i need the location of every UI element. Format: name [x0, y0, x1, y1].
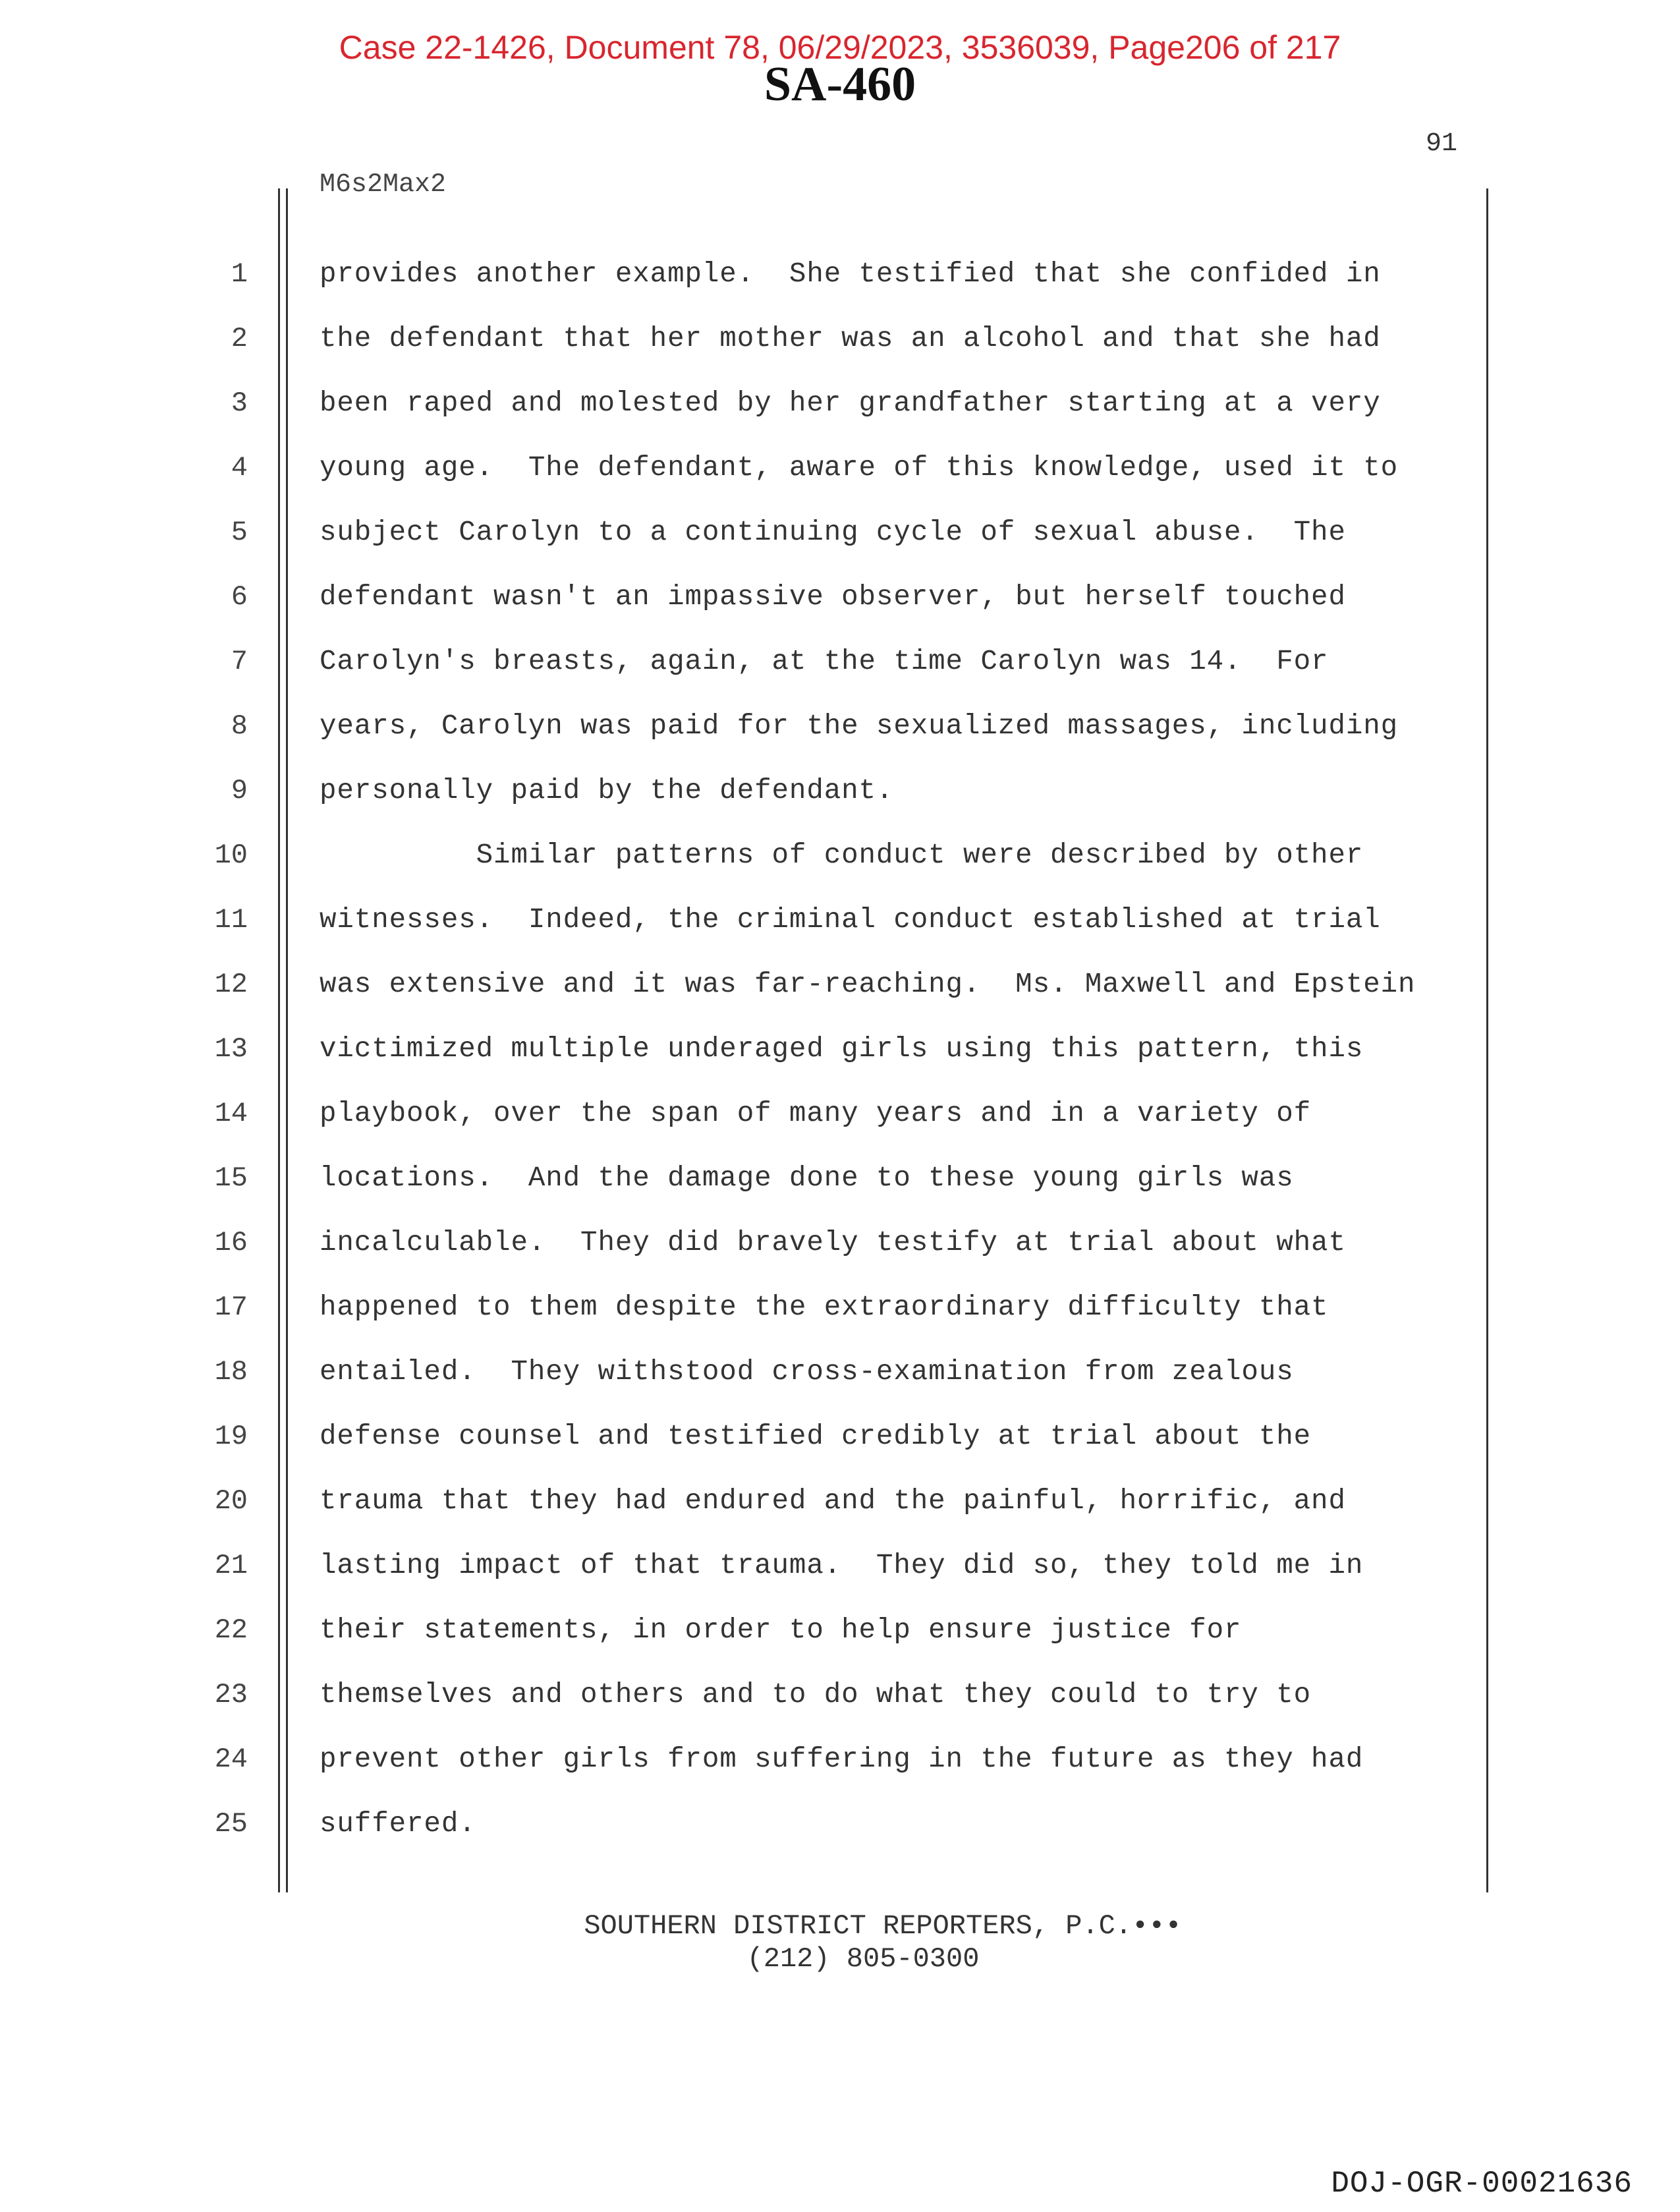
- transcript-page-number: 91: [1425, 129, 1457, 159]
- transcript-line: [0, 1223, 1680, 1288]
- line-number: 12: [214, 969, 248, 1000]
- line-text: prevent other girls from suffering in the future as they had: [320, 1744, 1364, 1775]
- case-header: Case 22-1426, Document 78, 06/29/2023, 3536039, Page206 of 217: [339, 29, 1341, 66]
- sa-page-number: SA-460: [764, 57, 916, 111]
- line-text: lasting impact of that trauma. They did so, they told me in: [320, 1550, 1364, 1581]
- transcript-line: [0, 1610, 1680, 1675]
- line-text: defense counsel and testified credibly at trial about the: [320, 1421, 1312, 1452]
- transcript-line: [0, 900, 1680, 965]
- line-text: Similar patterns of conduct were described by other: [320, 839, 1364, 871]
- line-text: entailed. They withstood cross-examination from zealous: [320, 1356, 1294, 1388]
- transcript-line: [0, 319, 1680, 383]
- reporter-phone: (212) 805-0300: [746, 1943, 980, 1975]
- line-number: 16: [214, 1227, 248, 1259]
- line-number: 14: [214, 1098, 248, 1129]
- transcript-line: [0, 1804, 1680, 1869]
- transcript-line: [0, 1029, 1680, 1094]
- transcript-line: [0, 577, 1680, 642]
- transcript-line: [0, 706, 1680, 771]
- transcript-line: [0, 1094, 1680, 1158]
- line-number: 13: [214, 1033, 248, 1065]
- transcript-id: M6s2Max2: [320, 170, 447, 200]
- transcript-line: [0, 1675, 1680, 1740]
- line-text: subject Carolyn to a continuing cycle of sexual abuse. The: [320, 517, 1346, 548]
- line-number: 15: [214, 1162, 248, 1194]
- reporter-footer: [0, 1910, 1680, 1975]
- line-number: 2: [231, 323, 248, 354]
- line-text: been raped and molested by her grandfather starting at a very: [320, 387, 1381, 419]
- line-text: years, Carolyn was paid for the sexualized massages, including: [320, 710, 1399, 742]
- line-number: 4: [231, 452, 248, 484]
- transcript-line: [0, 448, 1680, 513]
- line-text: personally paid by the defendant.: [320, 775, 894, 807]
- line-text: trauma that they had endured and the painful, horrific, and: [320, 1485, 1346, 1517]
- line-number: 23: [214, 1679, 248, 1711]
- transcript-line: [0, 771, 1680, 836]
- line-text: playbook, over the span of many years and in a variety of: [320, 1098, 1312, 1129]
- line-number: 20: [214, 1485, 248, 1517]
- transcript-line: [0, 1158, 1680, 1223]
- line-text: the defendant that her mother was an alcohol and that she had: [320, 323, 1381, 354]
- line-number: 3: [231, 387, 248, 419]
- line-number: 8: [231, 710, 248, 742]
- line-number: 9: [231, 775, 248, 807]
- transcript-line: [0, 513, 1680, 577]
- line-number: 6: [231, 581, 248, 613]
- line-text: locations. And the damage done to these young girls was: [320, 1162, 1294, 1194]
- line-text: witnesses. Indeed, the criminal conduct established at trial: [320, 904, 1381, 936]
- line-text: defendant wasn't an impassive observer, but herself touched: [320, 581, 1346, 613]
- bates-number: DOJ-OGR-00021636: [1331, 2167, 1633, 2201]
- line-text: Carolyn's breasts, again, at the time Carolyn was 14. For: [320, 646, 1329, 677]
- transcript-line: [0, 1481, 1680, 1546]
- transcript-line: [0, 1740, 1680, 1804]
- line-number: 18: [214, 1356, 248, 1388]
- transcript-line: [0, 254, 1680, 319]
- line-text: their statements, in order to help ensure justice for: [320, 1614, 1242, 1646]
- transcript-line: [0, 1417, 1680, 1481]
- line-text: suffered.: [320, 1808, 476, 1840]
- line-text: happened to them despite the extraordinary difficulty that: [320, 1291, 1329, 1323]
- transcript-line: [0, 642, 1680, 706]
- line-text: young age. The defendant, aware of this knowledge, used it to: [320, 452, 1399, 484]
- line-number: 11: [214, 904, 248, 936]
- line-number: 10: [214, 839, 248, 871]
- line-text: incalculable. They did bravely testify at trial about what: [320, 1227, 1346, 1259]
- line-number: 1: [231, 258, 248, 290]
- transcript-line: [0, 1352, 1680, 1417]
- transcript-line: [0, 836, 1680, 900]
- line-number: 21: [214, 1550, 248, 1581]
- transcript-line: [0, 383, 1680, 448]
- line-number: 17: [214, 1291, 248, 1323]
- transcript-line: [0, 1546, 1680, 1610]
- line-text: was extensive and it was far-reaching. Ms. Maxwell and Epstein: [320, 969, 1416, 1000]
- line-number: 7: [231, 646, 248, 677]
- transcript-line: [0, 965, 1680, 1029]
- reporter-name: SOUTHERN DISTRICT REPORTERS, P.C.•••: [584, 1910, 1182, 1942]
- line-number: 24: [214, 1744, 248, 1775]
- line-number: 5: [231, 517, 248, 548]
- line-text: themselves and others and to do what they could to try to: [320, 1679, 1312, 1711]
- line-number: 22: [214, 1614, 248, 1646]
- line-number: 25: [214, 1808, 248, 1840]
- line-number: 19: [214, 1421, 248, 1452]
- transcript-line: [0, 1288, 1680, 1352]
- line-text: victimized multiple underaged girls using this pattern, this: [320, 1033, 1364, 1065]
- line-text: provides another example. She testified that she confided in: [320, 258, 1381, 290]
